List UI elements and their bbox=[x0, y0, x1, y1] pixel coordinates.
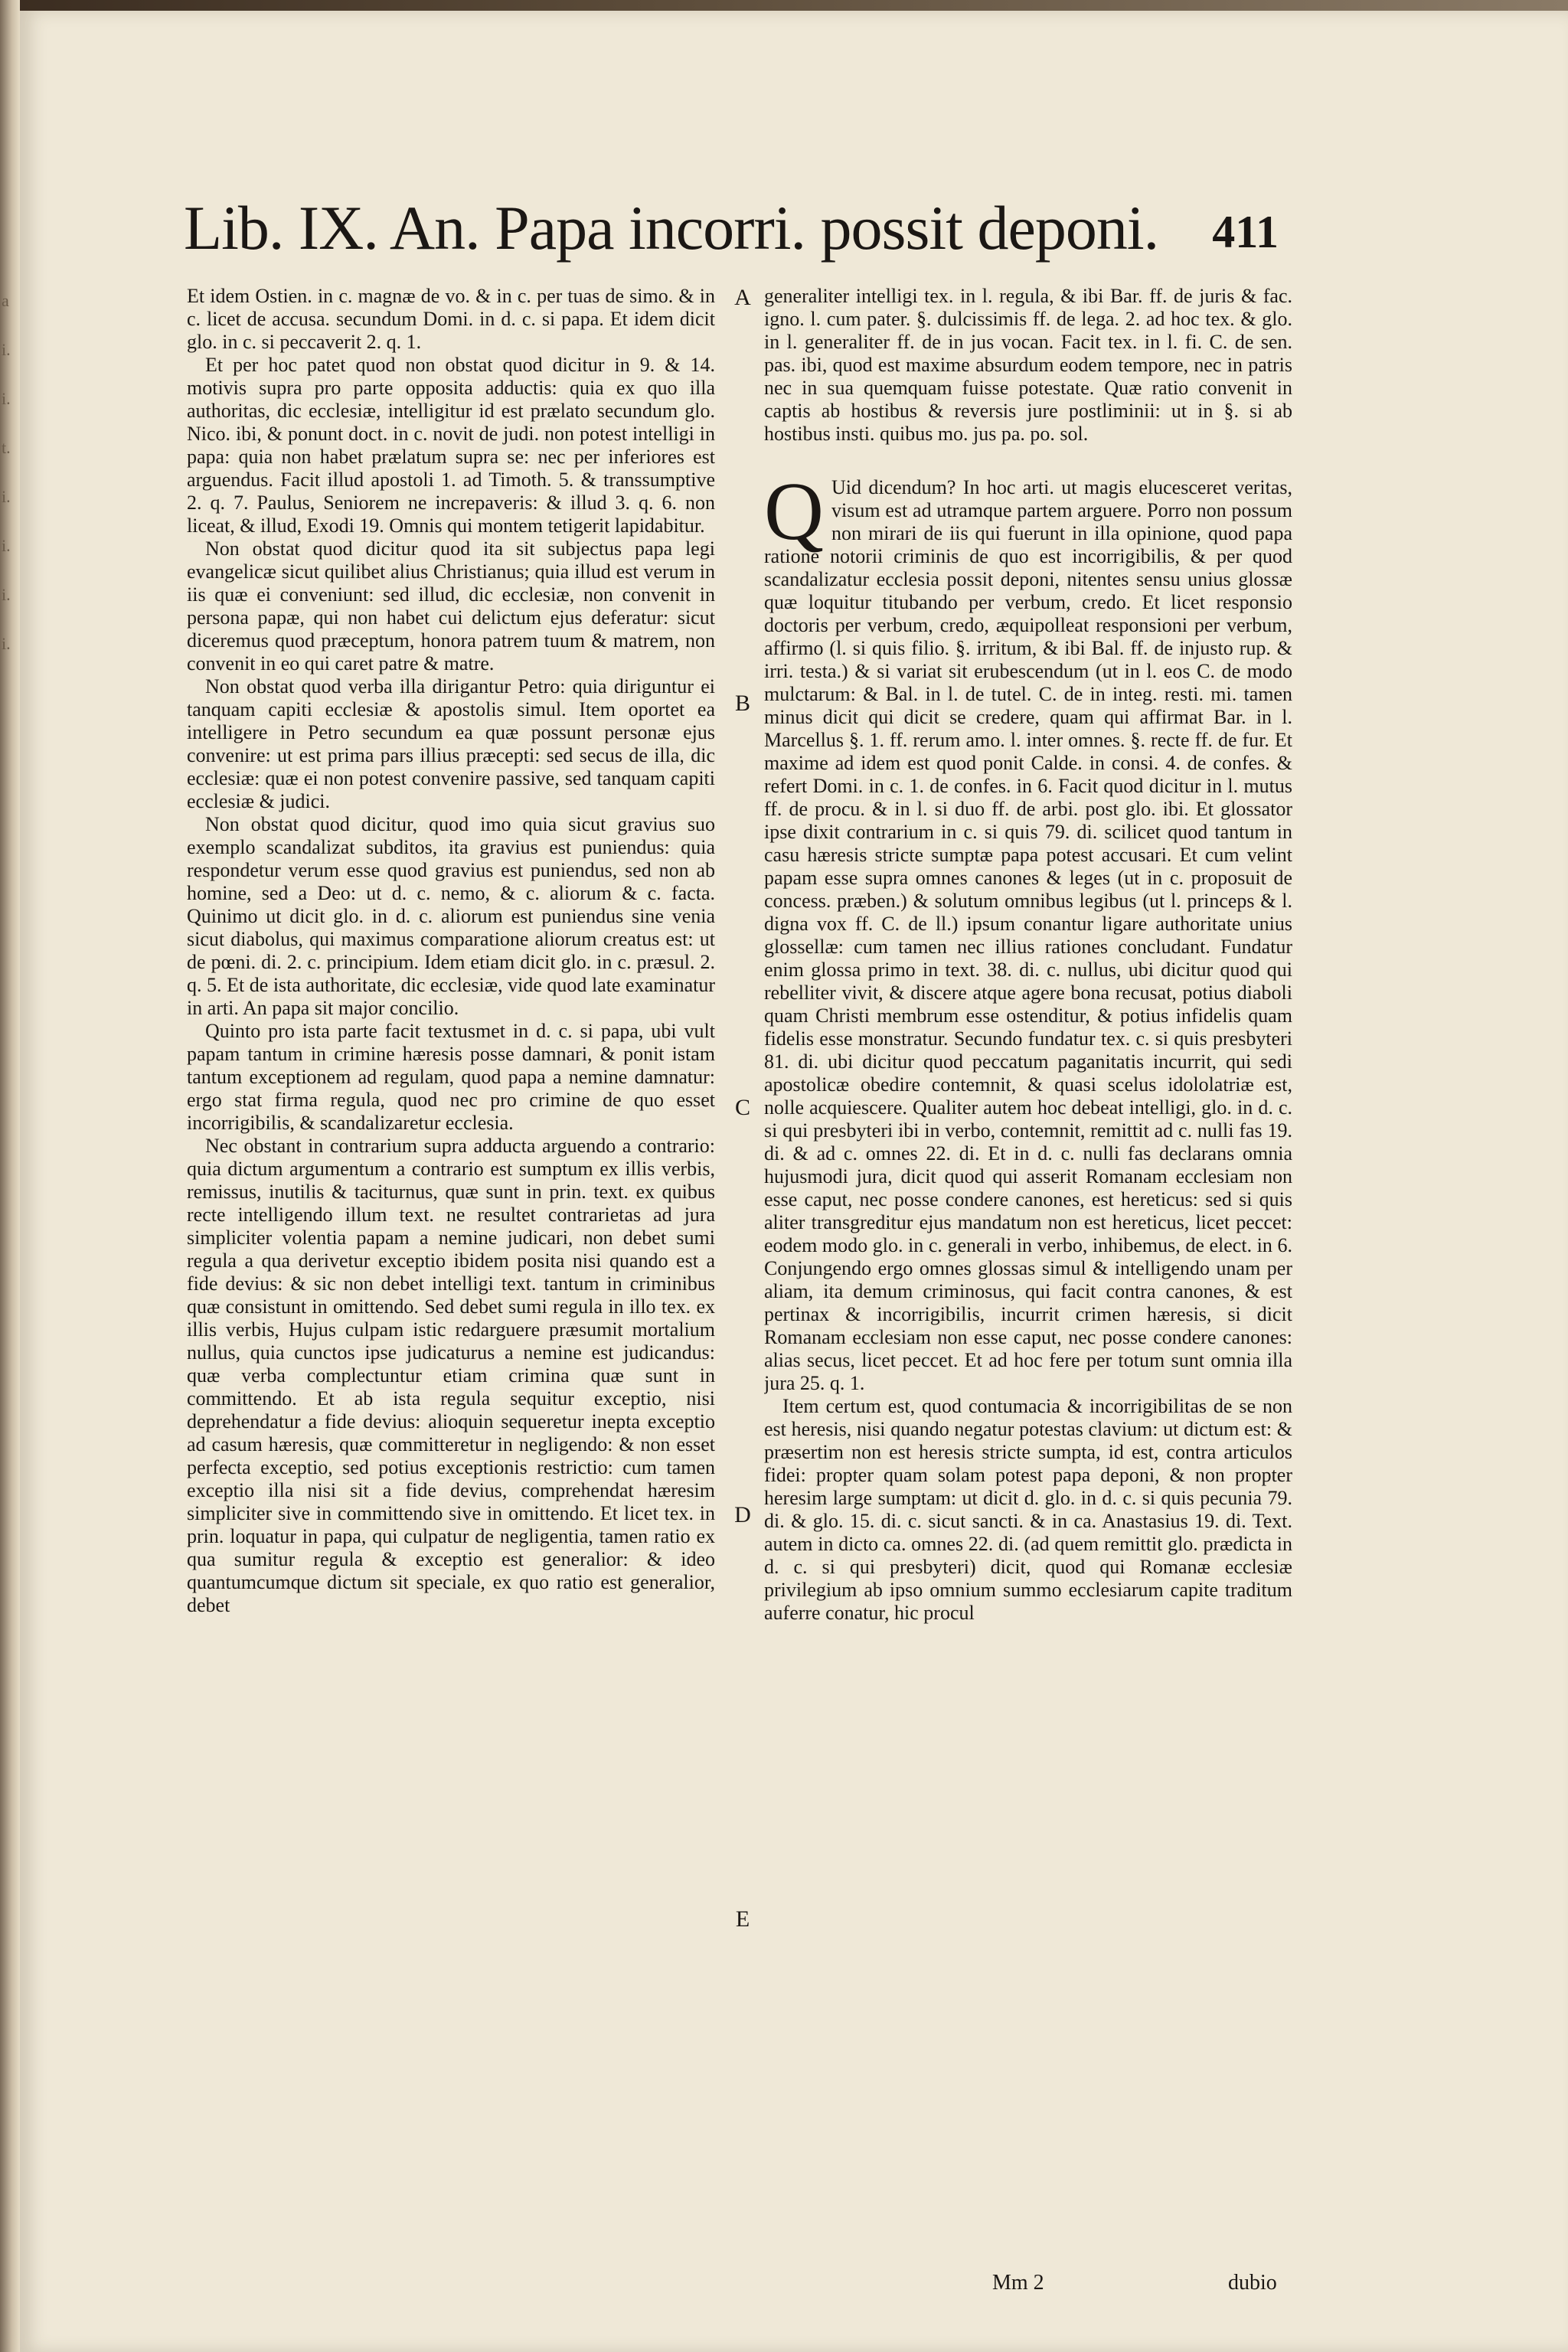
edge-mark: i. bbox=[2, 585, 11, 604]
running-title: Lib. IX. An. Papa incorri. possit deponi. bbox=[184, 193, 1159, 263]
edge-mark: t. bbox=[2, 438, 11, 457]
paragraph: generaliter intelligi tex. in l. regula, & ibi Bar. ff. de juris & fac. igno. l. cum pater. §. dulcissimis ff. de lega. 2. ad hoc tex. & glo. in l. generaliter ff. de in jus vocan. Facit tex. in l. fi. C. de sen. pas. ibi, quod est maxime absurdum eodem tempore, nec in patris nec in sua quemquam fuisse potestate. Quæ ratio convenit in captis ab hostibus & reversis jure postliminii: ut in §. si ab hostibus insti. quibus mo. jus pa. po. sol. bbox=[764, 285, 1292, 445]
signature-mark: Mm 2 bbox=[992, 2271, 1044, 2295]
edge-mark: a bbox=[2, 291, 9, 310]
edge-mark: i. bbox=[2, 487, 11, 506]
edge-mark: i. bbox=[2, 634, 11, 653]
book-top-edge bbox=[0, 0, 1568, 11]
margin-letter-e: E bbox=[735, 1906, 750, 1932]
paragraph: Item certum est, quod contumacia & incorrigibilitas de se non est heresis, nisi quando negatur potestas clavium: ut dictum est: & præsertim non est heresis stricte sumpta, id est, contra articulos fidei: propter quam solam potest papa deponi, & non propter heresim large sumptam: ut dicit d. glo. in d. c. si quis pecunia 79. di. & glo. 15. di. c. sicut sancti. & in ca. Anastasius 19. di. Text. autem in dicto ca. omnes 22. di. (ad quem remittit glo. prædicta in d. c. si qui presbyteri) dicit, quod qui Romanæ ecclesiæ privilegium ab ipso omnium summo ecclesiarum capite traditum auferre conatur, hic procul bbox=[764, 1395, 1292, 1624]
drop-cap-initial: Q bbox=[764, 466, 824, 557]
paragraph: Non obstat quod dicitur quod ita sit subjectus papa legi evangelicæ sicut quilibet alius Christianus; quia illud est verum in iis quæ ei conveniunt: sed illud, dic ecclesiæ, non convenit in persona papæ, qui non habet cui delictum ejus deferatur: sicut diceremus quod præceptum, honora patrem tuum & matrem, non convenit in eo qui caret patre & matre. bbox=[187, 537, 715, 675]
paragraph: Et per hoc patet quod non obstat quod dicitur in 9. & 14. motivis supra pro parte opposita adductis: quia ex quo illa authoritas, dic ecclesiæ, intelligitur id est prælato secundum glo. Nico. ibi, & ponunt doct. in c. novit de judi. non potest intelligi in papa: quia non habet prælatum supra se: nec per inferiores est arguendus. Facit illud apostoli 1. ad Timoth. 5. & transsumptive 2. q. 7. Paulus, Seniorem ne increpaveris: & illud 3. q. 6. non liceat, & illud, Exodi 19. Omnis qui montem tetigerit lapidabitur. bbox=[187, 354, 715, 537]
paragraph: Nec obstant in contrarium supra adducta arguendo a contrario: quia dictum argumentum a contrario est sumptum ex illis verbis, remissus, inutilis & taciturnus, quæ sunt in prin. text. ex quibus recte intelligendo illum text. ne resultet contrarietas ad jura simpliciter volentia papam a nemine judicari, non debet sumi regula a qua derivetur exceptio ibidem posita nisi quando est a fide devius: & sic non debet intelligi text. tantum in criminibus quæ consistunt in omittendo. Sed debet sumi regula in illo tex. ex illis verbis, Hujus culpam istic redarguere præsumit mortalium nullus, quia cunctos ipse judicaturus a nemine est judicandus: quæ verba complectuntur etiam crimina quæ sunt in committendo. Et ab ista regula sequitur exceptio, nisi deprehendatur a fide devius: alioquin sequeretur inepta exceptio ad casum hæresis, quæ committeretur in negligendo: & non esset perfecta exceptio, sed potius exceptionis restrictio: cum tamen exceptio illa nisi sit a fide devius, comprehendat hæresim simpliciter sive in committendo sive in omittendo. Et licet tex. in prin. loquatur in papa, qui culpatur de negligentia, tamen ratio ex qua sumitur regula & exceptio est generalior: & ideo quantumcumque dictum sit speciale, ex quo ratio est generalior, debet bbox=[187, 1135, 715, 1616]
margin-letters bbox=[727, 285, 758, 2122]
right-text-column bbox=[764, 285, 1292, 2230]
margin-letter-b: B bbox=[734, 691, 750, 716]
paragraph: Non obstat quod dicitur, quod imo quia sicut gravius suo exemplo scandalizat subditos, ita gravius est puniendus: quia respondetur verum esse quod gravius est puniendus, sed non ab homine, sed a Deo: ut d. c. nemo, & c. aliorum & c. facta. Quinimo ut dicit glo. in d. c. aliorum est puniendus sine venia sicut diabolus, qui maximus comparatione aliorum creatus est: ut de pœni. di. 2. c. principium. Idem etiam dicit glo. in c. præsul. 2. q. 5. Et de ista authoritate, dic ecclesiæ, vide quod late examinatur in arti. An papa sit major concilio. bbox=[187, 813, 715, 1019]
edge-mark: i. bbox=[2, 536, 11, 555]
catchword: dubio bbox=[1228, 2271, 1277, 2295]
facing-page-edge bbox=[0, 0, 20, 2352]
page-header bbox=[184, 190, 1279, 274]
margin-letter-a: A bbox=[734, 285, 751, 310]
edge-mark: i. bbox=[2, 389, 11, 408]
quaestio-text: Uid dicendum? In hoc arti. ut magis elucesceret veritas, visum est ad utramque partem arguere. Porro non possum non mirari de iis qui fuerunt in illa opinione, quod papa ratione notorii criminis de quo est incorrigibilis, & per quod scandalizatur ecclesia possit deponi, nitentes sensu unius glossæ quæ loquitur titubando per verbum, credo. Et licet responsio doctoris per verbum, credo, æquipolleat responsioni per verbum, affirmo (l. si quis filio. §. irritum, & ibi Bal. ff. de injusto rup. & irri. testa.) & si variat sit erubescendum (ut in l. eos C. de modo mulctarum: & Bal. in l. de tutel. C. de in integ. resti. mi. tamen minus dicit qui dicit se credere, quam qui affirmat Bar. in l. Marcellus §. 1. ff. rerum amo. l. inter omnes. §. recte ff. de fur. Et maxime ad idem est quod ponit Calde. in consi. 4. de confes. & refert Domi. in c. 1. de confes. in 6. Facit quod dicitur in l. mutus ff. de procu. & in l. si duo ff. de arbi. post glo. ibi. Et glossator ipse dixit contrarium in c. si quis 79. di. scilicet quod tantum in casu hæresis stricte sumptæ papa potest accusari. Et cum velint papam esse supra omnes canones & leges (ut in c. proposuit de concess. præben.) & solutum omnibus legibus (ut l. princeps & l. digna vox ff. C. de ll.) ipsum conantur ligare authoritate unius glossellæ: cum tamen nec illius rationes concludant. Fundatur enim glossa primo in text. 38. di. c. nullus, ubi dicitur quod qui rebelliter vivit, & discere atque agere bona recusat, potius diaboli quam Christi membrum esse ostenditur, & potius infidelis quam fidelis esse monstratur. Secundo fundatur tex. c. si quis presbyteri 81. di. ubi dicitur quod peccatum paganitatis incurrit, qui sedi apostolicæ obedire contemnit, & quasi scelus idololatriæ est, nolle acquiescere. Qualiter autem hoc debeat intelligi, glo. in d. c. si qui presbyteri ibi in verbo, contemnit, remittit ad c. nulli fas 19. di. & ad c. omnes 22. di. Et in d. c. nulli fas declarans omnia hujusmodi jura, dicit quod qui asserit Romanam ecclesiam non esse caput, nec posse condere canones, est hereticus: sed si quis aliter transgreditur ejus mandatum non est hereticus, licet peccet: eodem modo glo. in c. generali in verbo, inhibemus, de elect. in 6. Conjungendo ergo omnes glossas simul & intelligendo unam per aliam, ita demum criminosus, qui facit contra canones, & est pertinax & incorrigibilis, incurrit crimen hæresis, si dicit Romanam ecclesiam non esse caput, nec posse condere canones: alias secus, licet peccet. Et ad hoc fere per totum sunt omnia illa jura 25. q. 1. bbox=[764, 476, 1292, 1394]
paragraph: Non obstat quod verba illa dirigantur Petro: quia diriguntur ei tanquam capiti ecclesiæ & apostolis simul. Item oportet ea intelligere in Petro secundum ea quæ possunt personæ ejus convenire: ut est prima pars illius præcepti: sed secus de illa, dic ecclesiæ: quæ ei non potest convenire passive, sed tanquam capiti ecclesiæ & judici. bbox=[187, 675, 715, 812]
left-text-column bbox=[187, 285, 715, 2230]
page-number: 411 bbox=[1212, 207, 1279, 257]
paragraph: Quinto pro ista parte facit textusmet in d. c. si papa, ubi vult papam tantum in crimine hæresis posse damnari, & ponit istam tantum exceptionem ad regulam, quod papa a nemine damnatur: ergo stat firma regula, quod nec pro crimine de quo esset incorrigibilis, & scandalizaretur ecclesia. bbox=[187, 1020, 715, 1134]
margin-letter-d: D bbox=[734, 1502, 751, 1527]
paragraph: Et idem Ostien. in c. magnæ de vo. & in c. per tuas de simo. & in c. licet de accusa. secundum Domi. in d. c. si papa. Et idem dicit glo. in c. si peccaverit 2. q. 1. bbox=[187, 285, 715, 353]
facing-page-marks bbox=[2, 291, 17, 683]
quaestio-paragraph bbox=[764, 466, 1292, 1395]
margin-letter-c: C bbox=[734, 1095, 750, 1120]
edge-mark: i. bbox=[2, 340, 11, 359]
